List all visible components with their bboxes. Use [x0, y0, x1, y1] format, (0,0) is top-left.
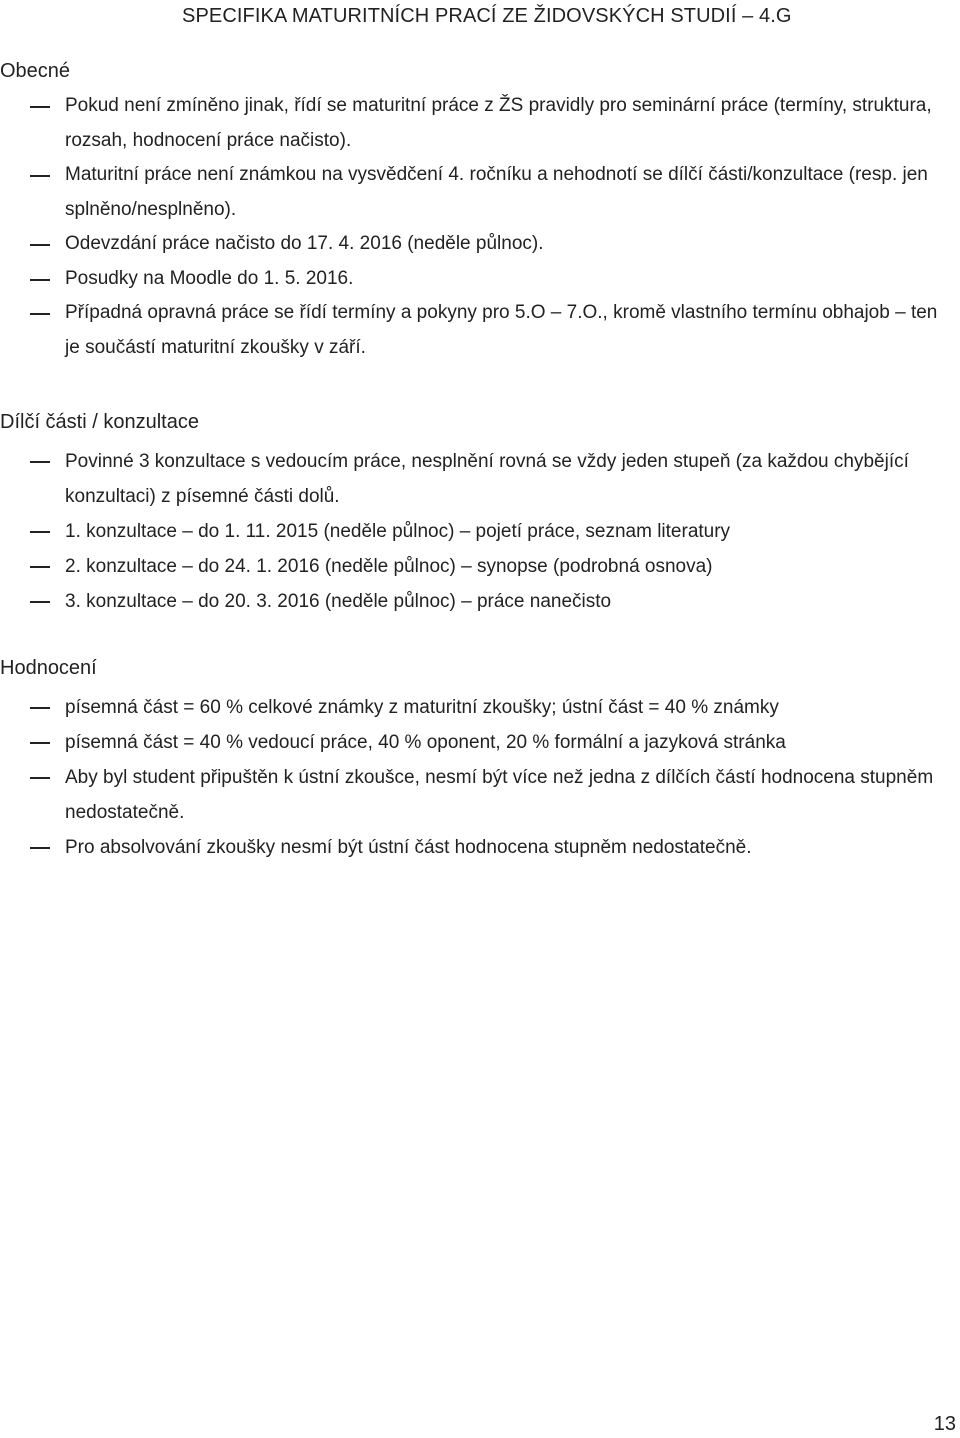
list-item-text: Posudky na Moodle do 1. 5. 2016.: [65, 267, 354, 289]
section-hodnoceni: [0, 654, 960, 865]
dash-bullet-icon: [30, 106, 50, 108]
list-item-text: 3. konzultace – do 20. 3. 2016 (neděle půlnoc) – práce nanečisto: [65, 591, 612, 612]
list-item: [0, 262, 960, 297]
list-item: [0, 227, 960, 262]
list-item: [0, 584, 960, 619]
list-item: [0, 690, 960, 725]
dash-bullet-icon: [30, 175, 50, 177]
dash-bullet-icon: [30, 566, 50, 568]
bullet-list: [0, 690, 960, 865]
list-item-text: Povinné 3 konzultace s vedoucím práce, nesplnění rovná se vždy jeden stupeň (za každou chybějící konzultaci) z písemné části dolů.: [65, 451, 909, 507]
section-heading: Hodnocení: [0, 657, 97, 679]
list-item-text: 2. konzultace – do 24. 1. 2016 (neděle půlnoc) – synopse (podrobná osnova): [65, 556, 713, 577]
list-item-text: Pokud není zmíněno jinak, řídí se maturitní práce z ŽS pravidly pro seminární práce (termíny, struktura, rozsah, hodnocení práce načisto).: [65, 95, 932, 151]
list-item-text: písemná část = 40 % vedoucí práce, 40 % oponent, 20 % formální a jazyková stránka: [65, 732, 786, 753]
dash-bullet-icon: [30, 742, 50, 744]
list-item: [0, 830, 960, 865]
dash-bullet-icon: [30, 461, 50, 463]
list-item: [0, 725, 960, 760]
section-dilci-casti: [0, 408, 960, 619]
page-number: 13: [933, 1413, 956, 1435]
list-item: [0, 760, 960, 830]
list-item: [0, 444, 960, 514]
list-item-text: Odevzdání práce načisto do 17. 4. 2016 (neděle půlnoc).: [65, 233, 544, 254]
dash-bullet-icon: [30, 707, 50, 709]
list-item-text: Pro absolvování zkoušky nesmí být ústní část hodnocena stupněm nedostatečně.: [65, 837, 752, 858]
bullet-list: [0, 89, 960, 365]
dash-bullet-icon: [30, 601, 50, 603]
dash-bullet-icon: [30, 847, 50, 849]
section-heading: Obecné: [0, 60, 71, 82]
list-item: [0, 158, 960, 227]
dash-bullet-icon: [30, 279, 50, 281]
list-item: [0, 549, 960, 584]
list-item-text: Maturitní práce není známkou na vysvědčení 4. ročníku a nehodnotí se dílčí části/konzultace (resp. jen splněno/nesplněno).: [65, 164, 928, 220]
list-item-text: Případná opravná práce se řídí termíny a pokyny pro 5.O – 7.O., kromě vlastního termínu obhajob – ten je součástí maturitní zkoušky v září.: [65, 302, 938, 358]
list-item-text: 1. konzultace – do 1. 11. 2015 (neděle půlnoc) – pojetí práce, seznam literatury: [65, 521, 731, 542]
dash-bullet-icon: [30, 244, 50, 246]
list-item: [0, 514, 960, 549]
list-item-text: písemná část = 60 % celkové známky z maturitní zkoušky; ústní část = 40 % známky: [65, 697, 779, 718]
section-obecne: [0, 57, 960, 365]
dash-bullet-icon: [30, 313, 50, 315]
dash-bullet-icon: [30, 777, 50, 779]
list-item: [0, 89, 960, 158]
list-item-text: Aby byl student připuštěn k ústní zkoušce, nesmí být více než jedna z dílčích částí hodnocena stupněm nedostatečně.: [65, 767, 934, 823]
section-heading: Dílčí části / konzultace: [0, 411, 199, 433]
list-item: [0, 296, 960, 365]
page-header-title: SPECIFIKA MATURITNÍCH PRACÍ ZE ŽIDOVSKÝCH STUDIÍ – 4.G: [182, 5, 792, 27]
dash-bullet-icon: [30, 531, 50, 533]
bullet-list: [0, 444, 960, 619]
